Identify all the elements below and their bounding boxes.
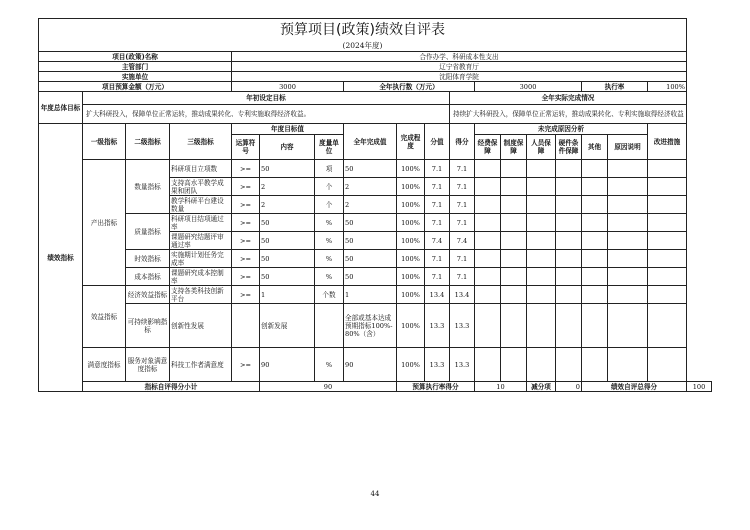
reason-cell [608, 196, 648, 214]
reason-cell [582, 250, 608, 268]
reason-cell [582, 286, 608, 304]
reason-cell [527, 286, 556, 304]
calc-symbol: >= [232, 232, 260, 250]
header-calc: 运算符号 [232, 135, 260, 160]
header-level2: 二级指标 [126, 124, 170, 160]
reason-cell [582, 348, 608, 382]
reason-cell [582, 160, 608, 178]
target-content: 50 [260, 268, 315, 286]
budget-label: 项目预算金额（万元） [39, 82, 232, 92]
level1-output: 产出指标 [83, 160, 126, 286]
reason-cell [608, 160, 648, 178]
deduct-value: 0 [556, 382, 582, 392]
full-year-value: 2 [344, 178, 397, 196]
rate-value: 100% [648, 82, 687, 92]
header-score: 得分 [450, 124, 475, 160]
improve-cell [648, 286, 687, 304]
reason-cell [582, 304, 608, 348]
target-content: 50 [260, 250, 315, 268]
reason-cell [501, 160, 527, 178]
level1-satisfaction: 满意度指标 [83, 348, 126, 382]
budget-value: 3000 [232, 82, 344, 92]
reason-cell [582, 178, 608, 196]
reason-cell [475, 304, 501, 348]
full-year-value: 全部或基本达成预期指标100%-80%（含） [344, 304, 397, 348]
score-value: 7.1 [425, 196, 450, 214]
reason-cell [582, 196, 608, 214]
reason-cell [582, 268, 608, 286]
completion-degree: 100% [397, 286, 425, 304]
score: 7.1 [450, 268, 475, 286]
full-year-value: 2 [344, 196, 397, 214]
improve-cell [648, 214, 687, 232]
reason-cell [527, 268, 556, 286]
header-content: 内容 [260, 135, 315, 160]
header-level3: 三级指标 [170, 124, 232, 160]
reason-cell [475, 214, 501, 232]
target-unit: % [315, 268, 344, 286]
calc-symbol: >= [232, 160, 260, 178]
level2-service: 服务对象满意度指标 [126, 348, 170, 382]
completion-degree: 100% [397, 348, 425, 382]
reason-cell [527, 160, 556, 178]
reason-cell [527, 178, 556, 196]
subtotal-value: 90 [260, 382, 397, 392]
score: 7.1 [450, 250, 475, 268]
level2-sustainable: 可持续影响指标 [126, 304, 170, 348]
improve-cell [648, 232, 687, 250]
exec-label: 全年执行数（万元） [344, 82, 475, 92]
unit-value: 沈阳体育学院 [232, 72, 687, 82]
level2-economic: 经济效益指标 [126, 286, 170, 304]
reason-cell [475, 178, 501, 196]
level2-cost: 成本指标 [126, 268, 170, 286]
exec-score-label: 预算执行率得分 [397, 382, 475, 392]
level2-quantity: 数量指标 [126, 160, 170, 214]
reason-cell [527, 214, 556, 232]
score-value: 7.4 [425, 232, 450, 250]
target-unit: % [315, 232, 344, 250]
target-unit [315, 304, 344, 348]
completion-degree: 100% [397, 214, 425, 232]
full-year-value: 1 [344, 286, 397, 304]
score: 7.1 [450, 196, 475, 214]
level2-quality: 质量指标 [126, 214, 170, 250]
reason-cell [556, 304, 582, 348]
completion-degree: 100% [397, 304, 425, 348]
subtotal-label: 指标自评得分小计 [83, 382, 260, 392]
improve-cell [648, 304, 687, 348]
target-content: 1 [260, 286, 315, 304]
reason-cell [475, 250, 501, 268]
reason-cell [608, 178, 648, 196]
improve-cell [648, 196, 687, 214]
reason-cell [556, 348, 582, 382]
level3-name: 课题研究结题评审通过率 [170, 232, 232, 250]
header-unit: 度量单位 [315, 135, 344, 160]
reason-cell [527, 348, 556, 382]
rate-label: 执行率 [582, 82, 648, 92]
page-subtitle: (2024年度) [39, 41, 687, 52]
score-value: 7.1 [425, 160, 450, 178]
goals-actual-text: 持续扩大科研投入，保障单位正常运转，推动成果转化、专利实施取得经济收益 [450, 105, 687, 124]
reason-cell [556, 196, 582, 214]
completion-degree: 100% [397, 250, 425, 268]
header-reason-hardware: 硬件条件保障 [556, 135, 582, 160]
header-reason-staff: 人员保障 [527, 135, 556, 160]
header-annual-target: 年度目标值 [232, 124, 344, 135]
reason-cell [527, 232, 556, 250]
reason-cell [527, 250, 556, 268]
reason-cell [527, 304, 556, 348]
full-year-value: 50 [344, 232, 397, 250]
score-value: 7.1 [425, 250, 450, 268]
completion-degree: 100% [397, 268, 425, 286]
project-name-label: 项目(政策)名称 [39, 52, 232, 62]
performance-section-label: 绩效指标 [39, 124, 83, 392]
reason-cell [556, 232, 582, 250]
reason-cell [582, 214, 608, 232]
level3-name: 支持各类科技创新平台 [170, 286, 232, 304]
target-unit: 个 [315, 196, 344, 214]
reason-cell [556, 178, 582, 196]
target-unit: % [315, 250, 344, 268]
deduct-label: 减分项 [527, 382, 556, 392]
reason-cell [608, 268, 648, 286]
score-value: 7.1 [425, 214, 450, 232]
dept-value: 辽宁省教育厅 [232, 62, 687, 72]
reason-cell [556, 160, 582, 178]
reason-cell [501, 286, 527, 304]
calc-symbol: >= [232, 348, 260, 382]
full-year-value: 50 [344, 214, 397, 232]
score: 7.1 [450, 178, 475, 196]
header-reason-system: 制度保障 [501, 135, 527, 160]
improve-cell [648, 250, 687, 268]
reason-cell [501, 268, 527, 286]
full-year-value: 90 [344, 348, 397, 382]
level3-name: 科研项目立项数 [170, 160, 232, 178]
goals-set-text: 扩大科研投入，保障单位正常运转，推动成果转化、专利实施取得经济收益。 [83, 105, 450, 124]
target-content: 90 [260, 348, 315, 382]
score-value: 13.3 [425, 348, 450, 382]
page-number: 44 [370, 490, 380, 498]
score: 7.1 [450, 160, 475, 178]
header-reason-note: 原因说明 [608, 135, 648, 160]
reason-cell [608, 232, 648, 250]
total-label: 绩效自评总得分 [582, 382, 687, 392]
reason-cell [475, 268, 501, 286]
reason-cell [608, 348, 648, 382]
reason-cell [501, 250, 527, 268]
target-content: 50 [260, 160, 315, 178]
completion-degree: 100% [397, 178, 425, 196]
improve-cell [648, 348, 687, 382]
goals-actual-header: 全年实际完成情况 [450, 92, 687, 105]
improve-cell [648, 268, 687, 286]
score: 7.1 [450, 214, 475, 232]
calc-symbol: >= [232, 268, 260, 286]
target-unit: % [315, 348, 344, 382]
level3-name: 教学科研平台建设数量 [170, 196, 232, 214]
target-content: 2 [260, 196, 315, 214]
level3-name: 实施期计划任务完成率 [170, 250, 232, 268]
evaluation-table [38, 18, 712, 392]
calc-symbol: >= [232, 250, 260, 268]
target-content: 50 [260, 232, 315, 250]
completion-degree: 100% [397, 196, 425, 214]
full-year-value: 50 [344, 268, 397, 286]
reason-cell [501, 214, 527, 232]
improve-cell [648, 160, 687, 178]
reason-cell [556, 268, 582, 286]
header-score-value: 分值 [425, 124, 450, 160]
target-content: 50 [260, 214, 315, 232]
target-content: 2 [260, 178, 315, 196]
score-value: 13.3 [425, 304, 450, 348]
score-value: 13.4 [425, 286, 450, 304]
level3-name: 创新性发展 [170, 304, 232, 348]
level1-benefit: 效益指标 [83, 286, 126, 348]
exec-value: 3000 [475, 82, 582, 92]
target-unit: % [315, 214, 344, 232]
reason-cell [608, 250, 648, 268]
completion-degree: 100% [397, 232, 425, 250]
reason-cell [475, 160, 501, 178]
reason-cell [501, 178, 527, 196]
target-content: 创新发展 [260, 304, 315, 348]
reason-cell [501, 304, 527, 348]
evaluation-sheet [38, 18, 712, 392]
level2-timeliness: 时效指标 [126, 250, 170, 268]
target-unit: 个数 [315, 286, 344, 304]
score: 7.4 [450, 232, 475, 250]
reason-cell [527, 196, 556, 214]
reason-cell [475, 232, 501, 250]
improve-cell [648, 178, 687, 196]
completion-degree: 100% [397, 160, 425, 178]
reason-cell [475, 286, 501, 304]
page-title: 预算项目(政策)绩效自评表 [39, 19, 687, 42]
dept-label: 主管部门 [39, 62, 232, 72]
calc-symbol: >= [232, 214, 260, 232]
header-full-year: 全年完成值 [344, 124, 397, 160]
calc-symbol: >= [232, 196, 260, 214]
exec-score-value: 10 [475, 382, 527, 392]
full-year-value: 50 [344, 160, 397, 178]
level3-name: 支持高水平教学成果和团队 [170, 178, 232, 196]
reason-cell [556, 250, 582, 268]
reason-cell [501, 196, 527, 214]
header-reason-funding: 经费保障 [475, 135, 501, 160]
level3-name: 课题研究成本控制率 [170, 268, 232, 286]
score: 13.4 [450, 286, 475, 304]
reason-cell [475, 196, 501, 214]
goals-set-header: 年初设定目标 [83, 92, 450, 105]
reason-cell [608, 304, 648, 348]
reason-cell [475, 348, 501, 382]
score: 13.3 [450, 348, 475, 382]
header-degree: 完成程度 [397, 124, 425, 160]
project-name-value: 合作办学、科研成本性支出 [232, 52, 687, 62]
full-year-value: 50 [344, 250, 397, 268]
goals-row-label: 年度总体目标 [39, 92, 83, 124]
header-level1: 一级指标 [83, 124, 126, 160]
target-unit: 项 [315, 160, 344, 178]
header-improve: 改进措施 [648, 124, 687, 160]
reason-cell [556, 286, 582, 304]
score-value: 7.1 [425, 268, 450, 286]
calc-symbol: >= [232, 286, 260, 304]
reason-cell [501, 348, 527, 382]
reason-cell [608, 286, 648, 304]
reason-cell [608, 214, 648, 232]
score: 13.3 [450, 304, 475, 348]
header-reason-other: 其他 [582, 135, 608, 160]
reason-cell [556, 214, 582, 232]
calc-symbol: >= [232, 178, 260, 196]
reason-cell [501, 232, 527, 250]
target-unit: 个 [315, 178, 344, 196]
reason-cell [582, 232, 608, 250]
calc-symbol [232, 304, 260, 348]
header-unmet: 未完成原因分析 [475, 124, 648, 135]
score-value: 7.1 [425, 178, 450, 196]
total-value: 100 [687, 382, 712, 392]
level3-name: 科研项目结项通过率 [170, 214, 232, 232]
unit-label: 实施单位 [39, 72, 232, 82]
level3-name: 科技工作者满意度 [170, 348, 232, 382]
